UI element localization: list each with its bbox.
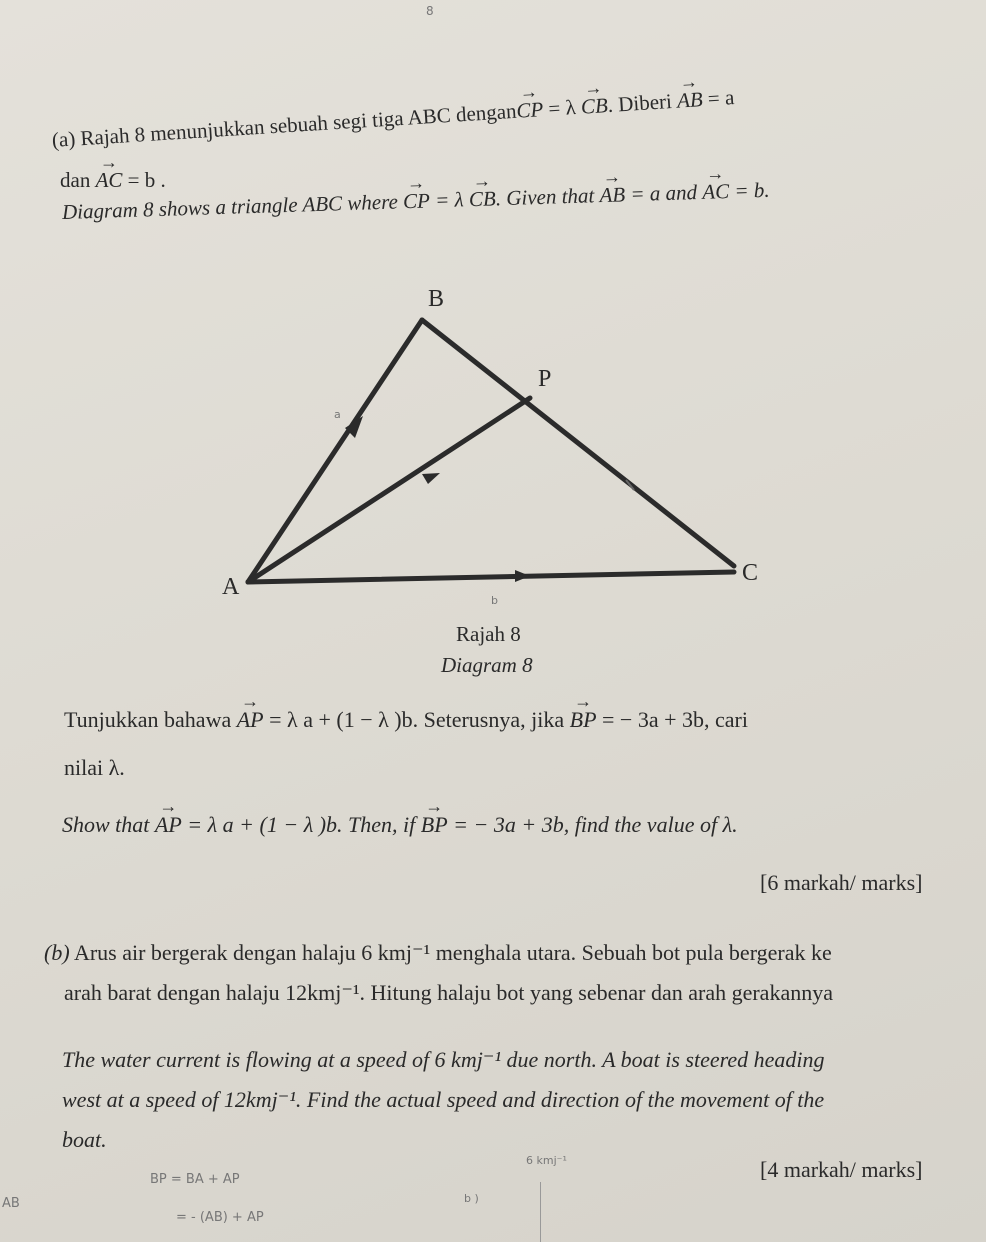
page-number: 8 [426,4,434,18]
question-b-english-line1: The water current is flowing at a speed of 6 kmj⁻¹ due north. A boat is steered heading [62,1047,825,1072]
arrow-ap [422,473,440,484]
vertex-c-label: C [742,560,759,586]
question-a-malay-line1: (a) Rajah 8 menunjukkan sebuah segi tiga ABC dengan→ CP = λ → CB. Diberi → AB = a [51,85,735,153]
handwritten-line [540,1182,541,1242]
side-bc [422,320,734,566]
question-b-label: (b) [44,940,70,965]
task-a-malay-line1: Tunjukkan bahawa → AP = λ a + (1 − λ )b. Seterusnya, jika → BP = − 3a + 3b, cari [64,707,748,733]
handwritten-note-1: BP = BA + AP [150,1172,240,1187]
point-p-label: P [538,366,552,392]
arrow-ac [515,570,530,582]
question-b-malay-line1: (b) Arus air bergerak dengan halaju 6 kmj⁻¹ menghala utara. Sebuah bot pula bergerak ke [44,940,832,965]
side-ac [248,572,734,582]
diagram-caption-malay: Rajah 8 [456,622,521,646]
question-a-english-line: Diagram 8 shows a triangle ABC where → CP = λ → CB. Given that → AB = a and → AC = b. [62,178,770,225]
side-label-b: b [491,594,498,607]
task-a-english-line: Show that → AP = λ a + (1 − λ )b. Then, if → BP = − 3a + 3b, find the value of λ. [62,812,738,838]
side-label-a: a [334,408,341,421]
vertex-b-label: B [428,286,445,312]
handwritten-note-5: AB [2,1196,20,1211]
vertex-a-label: A [222,574,240,600]
handwritten-note-2: = - (AB) + AP [176,1210,264,1225]
diagram-caption-english: Diagram 8 [441,653,533,677]
task-a-marks: [6 markah/ marks] [760,870,923,895]
question-a-malay-line2: dan → AC = b . [60,168,166,193]
question-b-english-line2: west at a speed of 12kmj⁻¹. Find the actual speed and direction of the movement of the [62,1087,825,1112]
task-a-malay-line2: nilai λ. [64,755,125,780]
question-b-malay-line2: arah barat dengan halaju 12kmj⁻¹. Hitung halaju bot yang sebenar dan arah gerakannya [64,980,833,1005]
question-b-english-line3: boat. [62,1127,107,1152]
handwritten-note-4: b ) [464,1192,479,1205]
side-ab [248,320,422,582]
handwritten-note-3: 6 kmj⁻¹ [526,1154,567,1167]
question-a-label: (a) [51,126,76,152]
question-b-marks: [4 markah/ marks] [760,1157,923,1182]
segment-ap [248,398,530,582]
